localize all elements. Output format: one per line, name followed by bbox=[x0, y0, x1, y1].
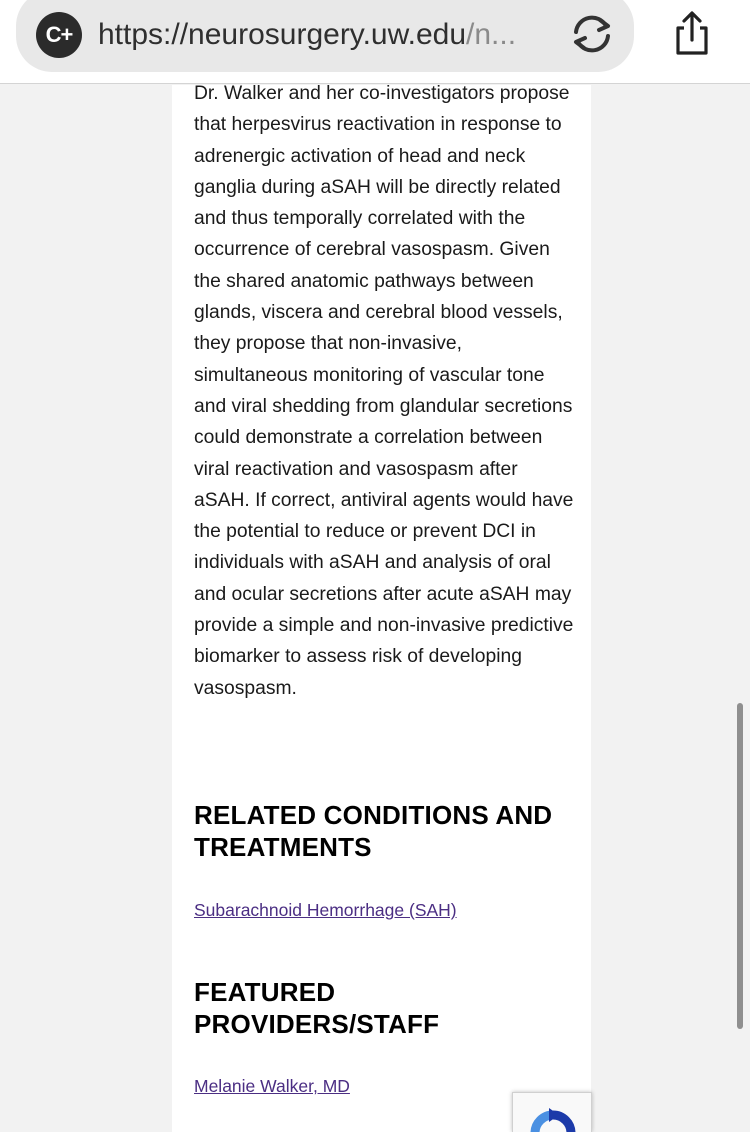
url-path: /n... bbox=[466, 18, 517, 51]
recaptcha-icon bbox=[513, 1093, 592, 1132]
article-paragraph: Dr. Walker and her co-investigators propose that herpesvirus reactivation in response to adrenergic activation of head and neck ganglia during aSAH will be directly related and thus temporally correlated with the occurrence of cerebral vasospasm. Given the shared anatomic pathways between glands, viscera and cerebral blood vessels, they propose that non-invasive, simultaneous monitoring of vascular tone and viral shedding from glandular secretions could demonstrate a correlation between viral reactivation and vasospasm after aSAH. If correct, antiviral agents would have the potential to reduce or prevent DCI in individuals with aSAH and analysis of oral and ocular secretions after acute aSAH may provide a simple and non-invasive predictive biomarker to assess risk of developing vasospasm. bbox=[194, 83, 574, 699]
browser-toolbar bbox=[0, 0, 750, 84]
provider-link[interactable]: Melanie Walker, MD bbox=[194, 1076, 350, 1096]
site-badge-icon[interactable]: C+ bbox=[36, 12, 82, 58]
related-conditions-heading: RELATED CONDITIONS AND TREATMENTS bbox=[194, 800, 553, 862]
address-bar[interactable] bbox=[16, 0, 634, 72]
article-content bbox=[172, 85, 591, 1132]
url-host: https://neurosurgery.uw.edu bbox=[98, 18, 466, 51]
reload-icon[interactable] bbox=[568, 10, 616, 58]
scrollbar-thumb[interactable] bbox=[737, 703, 743, 1029]
share-icon[interactable] bbox=[670, 10, 714, 56]
recaptcha-badge[interactable] bbox=[512, 1092, 592, 1132]
sah-link[interactable]: Subarachnoid Hemorrhage (SAH) bbox=[194, 900, 457, 920]
featured-providers-heading: FEATURED PROVIDERS/STAFF bbox=[194, 977, 440, 1039]
url-text[interactable] bbox=[98, 15, 568, 55]
